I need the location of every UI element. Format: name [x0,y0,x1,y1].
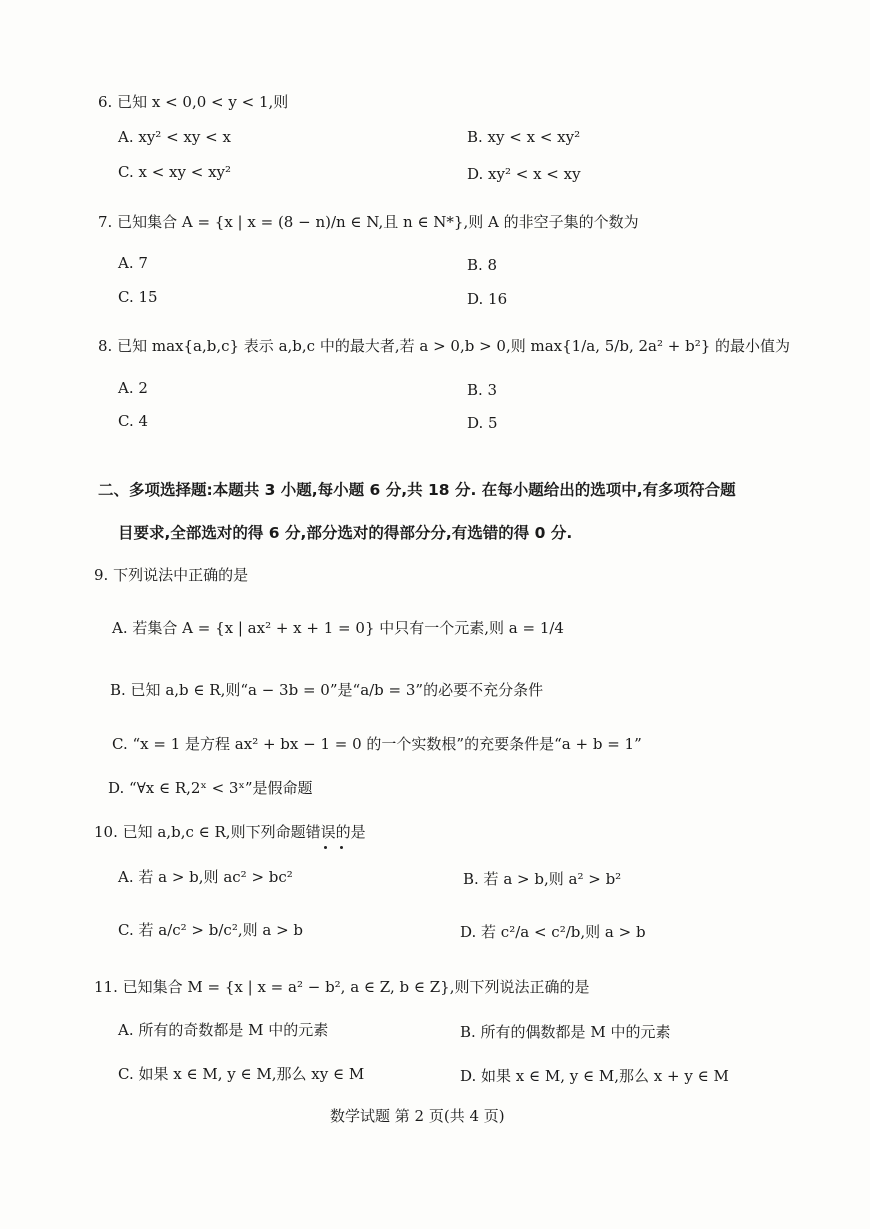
q11-option-b: B. 所有的偶数都是 M 中的元素 [460,1023,671,1041]
q7-option-d: D. 16 [467,290,508,308]
page-footer: 数学试题 第 2 页(共 4 页) [330,1107,505,1125]
q10-option-c: C. 若 a/c² > b/c²,则 a > b [118,921,304,939]
q6-option-d: D. xy² < x < xy [467,165,581,183]
q6-option-b: B. xy < x < xy² [467,128,581,146]
q6-option-c: C. x < xy < xy² [118,163,232,181]
q9-option-d: D. “∀x ∈ R,2ˣ < 3ˣ”是假命题 [108,779,313,797]
q7-option-c: C. 15 [118,288,158,306]
q7-stem: 7. 已知集合 A = {x | x = (8 − n)/n ∈ N,且 n ∈ N*},则 A 的非空子集的个数为 [98,213,639,231]
q10-option-a: A. 若 a > b,则 ac² > bc² [118,868,293,886]
q10-option-d: D. 若 c²/a < c²/b,则 a > b [460,923,646,941]
q6-option-a: A. xy² < xy < x [118,128,231,146]
section-2-heading: 二、多项选择题:本题共 3 小题,每小题 6 分,共 18 分. 在每小题给出的选项中,有多项符合题 [98,481,736,499]
q9-stem: 9. 下列说法中正确的是 [94,566,249,584]
q9-option-a: A. 若集合 A = {x | ax² + x + 1 = 0} 中只有一个元素,则 a = 1/4 [112,619,564,637]
q9-option-b: B. 已知 a,b ∈ R,则“a − 3b = 0”是“a/b = 3”的必要不充分条件 [110,681,544,699]
q11-option-c: C. 如果 x ∈ M, y ∈ M,那么 xy ∈ M [118,1065,365,1083]
q11-option-d: D. 如果 x ∈ M, y ∈ M,那么 x + y ∈ M [460,1067,729,1085]
q8-option-d: D. 5 [467,414,498,432]
q7-option-a: A. 7 [118,254,148,272]
q8-option-c: C. 4 [118,412,149,430]
emphasis-dot [324,846,327,849]
q8-option-b: B. 3 [467,381,498,399]
q8-option-a: A. 2 [118,379,148,397]
q7-option-b: B. 8 [467,256,498,274]
q11-stem: 11. 已知集合 M = {x | x = a² − b², a ∈ Z, b ∈ Z},则下列说法正确的是 [94,978,590,996]
q10-stem: 10. 已知 a,b,c ∈ R,则下列命题错误的是 [94,823,366,841]
section-2-heading-cont: 目要求,全部选对的得 6 分,部分选对的得部分分,有选错的得 0 分. [118,524,573,542]
emphasis-dot [340,846,343,849]
q10-option-b: B. 若 a > b,则 a² > b² [463,870,622,888]
q6-stem: 6. 已知 x < 0,0 < y < 1,则 [98,93,289,111]
q8-stem: 8. 已知 max{a,b,c} 表示 a,b,c 中的最大者,若 a > 0,b > 0,则 max{1/a, 5/b, 2a² + b²} 的最小值为 [98,337,791,355]
q9-option-c: C. “x = 1 是方程 ax² + bx − 1 = 0 的一个实数根”的充要条件是“a + b = 1” [112,735,642,753]
q11-option-a: A. 所有的奇数都是 M 中的元素 [118,1021,329,1039]
